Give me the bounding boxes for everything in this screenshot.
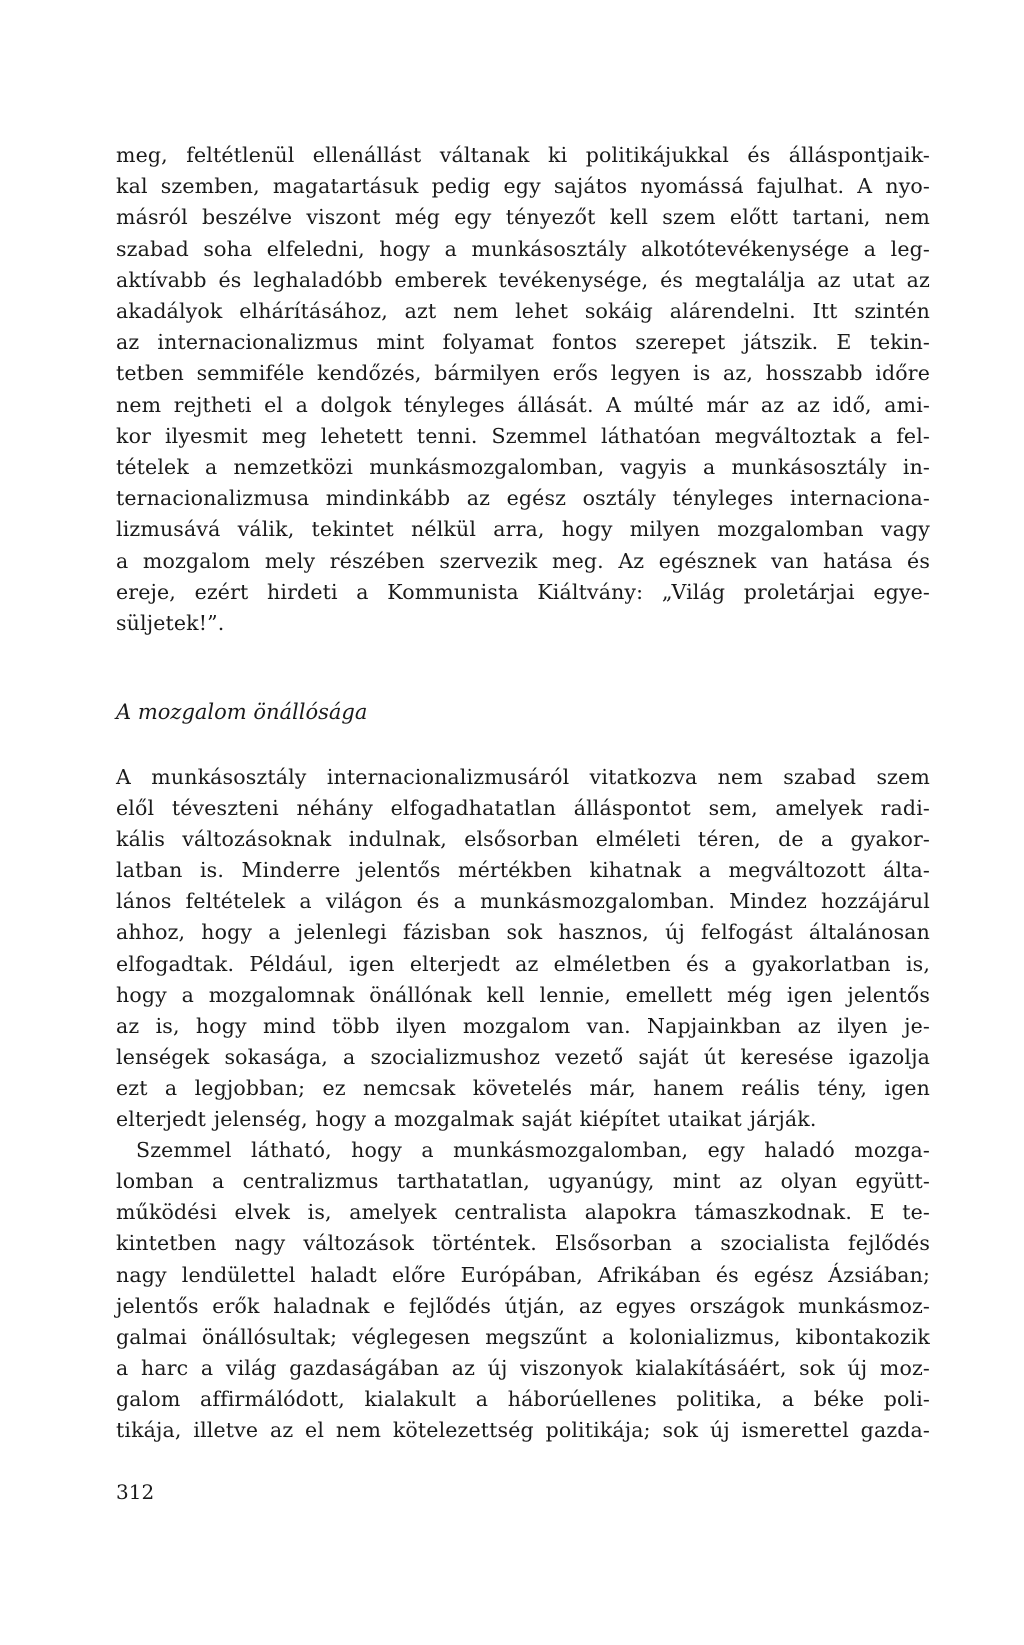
text-line: az internacionalizmus mint folyamat fontos szerepet játszik. E tekin- xyxy=(116,330,930,355)
section-body xyxy=(116,762,930,1446)
text-line: A munkásosztály internacionalizmusáról vitatkozva nem szabad szem xyxy=(116,765,930,789)
text-line: aktívabb és leghaladóbb emberek tevékenysége, és megtalálja az utat az xyxy=(116,267,930,292)
page-number: 312 xyxy=(116,1480,155,1504)
text-line: a mozgalom mely részében szervezik meg. Az egésznek van hatása és xyxy=(116,548,930,573)
text-line: süljetek!”. xyxy=(116,611,225,636)
paragraph-1 xyxy=(116,140,930,639)
text-line: nem rejtheti el a dolgok tényleges állását. A múlté már az az idő, ami- xyxy=(116,392,930,417)
text-line: kális változásoknak indulnak, elsősorban elméleti téren, de a gyakor- xyxy=(116,827,930,852)
text-line: tételek a nemzetközi munkásmozgalomban, vagyis a munkásosztály in- xyxy=(116,455,930,480)
paragraph-2 xyxy=(116,762,930,1135)
text-line: ternacionalizmusa mindinkább az egész osztály tényleges internaciona- xyxy=(116,486,930,511)
text-line: kal szemben, magatartásuk pedig egy sajátos nyomássá fajulhat. A nyo- xyxy=(116,174,930,199)
text-line: az is, hogy mind több ilyen mozgalom van. Napjainkban az ilyen je- xyxy=(116,1013,930,1038)
text-line: meg, feltétlenül ellenállást váltanak ki politikájukkal és álláspontjaik- xyxy=(116,143,930,167)
text-line: szabad soha elfeledni, hogy a munkásosztály alkotótevékenysége a leg- xyxy=(116,236,930,261)
text-line: lános feltételek a világon és a munkásmozgalomban. Mindez hozzájárul xyxy=(116,889,930,914)
text-line: ahhoz, hogy a jelenlegi fázisban sok hasznos, új felfogást általánosan xyxy=(116,920,930,945)
text-line: kintetben nagy változások történtek. Elsősorban a szocialista fejlődés xyxy=(116,1231,930,1256)
text-line: elfogadtak. Például, igen elterjedt az elméletben és a gyakorlatban is, xyxy=(116,951,930,976)
text-line: a harc a világ gazdaságában az új viszonyok kialakításáért, sok új moz- xyxy=(116,1355,930,1380)
text-line: lizmusává válik, tekintet nélkül arra, hogy milyen mozgalomban vagy xyxy=(116,517,930,542)
text-line: Szemmel látható, hogy a munkásmozgalomban, egy haladó mozga- xyxy=(136,1138,930,1163)
section-heading: A mozgalom önállósága xyxy=(116,700,368,724)
paragraph-3 xyxy=(116,1135,930,1446)
text-line: galom affirmálódott, kialakult a háborúellenes politika, a béke poli- xyxy=(116,1386,930,1411)
text-line: galmai önállósultak; véglegesen megszűnt a kolonializmus, kibontakozik xyxy=(116,1324,930,1349)
text-line: lenségek sokasága, a szocializmushoz vezető saját út keresése igazolja xyxy=(116,1044,930,1069)
text-line: hogy a mozgalomnak önállónak kell lennie, emellett még igen jelentős xyxy=(116,982,930,1007)
text-line: akadályok elhárításához, azt nem lehet sokáig alárendelni. Itt szintén xyxy=(116,299,930,324)
text-line: tikája, illetve az el nem kötelezettség politikája; sok új ismerettel gazda- xyxy=(116,1417,930,1442)
text-line: lomban a centralizmus tarthatatlan, ugyanúgy, mint az olyan együtt- xyxy=(116,1169,930,1194)
text-line: nagy lendülettel haladt előre Európában, Afrikában és egész Ázsiában; xyxy=(116,1262,930,1287)
text-line: ereje, ezért hirdeti a Kommunista Kiáltvány: „Világ proletárjai egye- xyxy=(116,579,930,604)
text-line: másról beszélve viszont még egy tényezőt kell szem előtt tartani, nem xyxy=(116,205,930,230)
text-line: kor ilyesmit meg lehetett tenni. Szemmel láthatóan megváltoztak a fel- xyxy=(116,423,930,448)
text-line: elterjedt jelenség, hogy a mozgalmak saját kiépítet utaikat járják. xyxy=(116,1107,817,1132)
text-line: működési elvek is, amelyek centralista alapokra támaszkodnak. E te- xyxy=(116,1200,930,1225)
text-line: latban is. Minderre jelentős mértékben kihatnak a megváltozott álta- xyxy=(116,858,930,883)
text-line: tetben semmiféle kendőzés, bármilyen erős legyen is az, hosszabb időre xyxy=(116,361,930,386)
text-line: ezt a legjobban; ez nemcsak követelés már, hanem reális tény, igen xyxy=(116,1075,930,1100)
text-line: jelentős erők haladnak e fejlődés útján, az egyes országok munkásmoz- xyxy=(116,1293,930,1318)
text-line: elől téveszteni néhány elfogadhatatlan álláspontot sem, amelyek radi- xyxy=(116,796,930,821)
